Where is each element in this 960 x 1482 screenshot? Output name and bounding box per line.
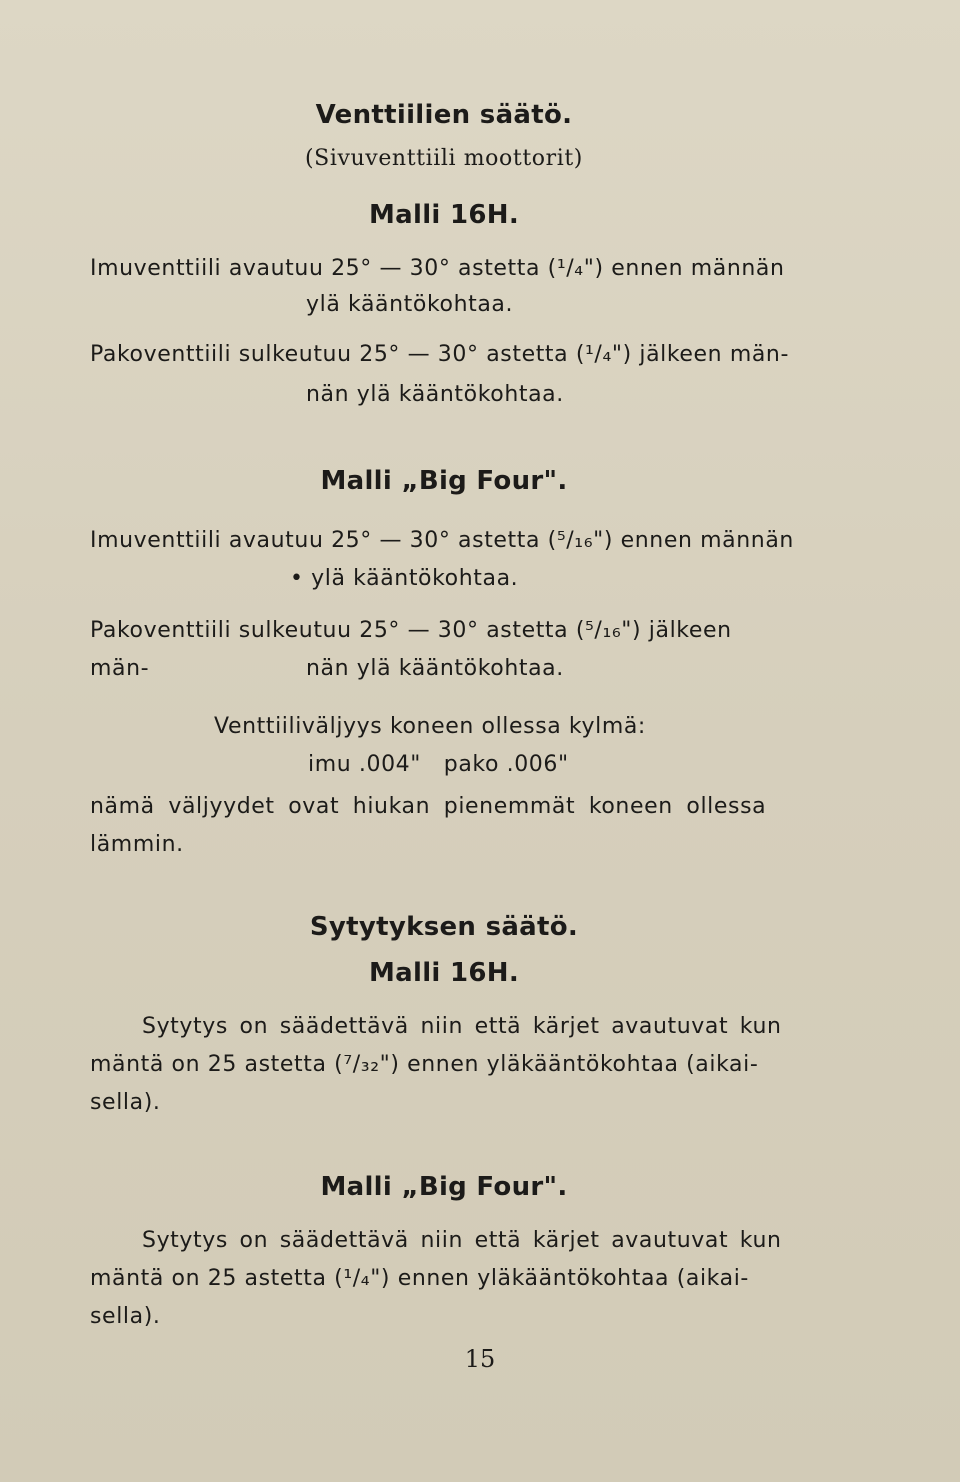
model-heading-16h: Malli 16H. (368, 200, 520, 230)
intake-16h-line1: Imuventtiili avautuu 25° — 30° astetta (¹/₄") ennen männän (90, 256, 785, 281)
ignition-16h-line1: Sytytys on säädettävä niin että kärjet avautuvat kun (142, 1014, 782, 1039)
ignition-16h-line3: sella). (90, 1090, 161, 1115)
exhaust-bigfour-line1: Pakoventtiili sulkeutuu 25° — 30° astetta (⁵/₁₆") jälkeen män- (90, 618, 732, 681)
exhaust-16h-line2: nän ylä kääntökohtaa. (306, 382, 564, 407)
section-title-valves: Venttiilien säätö. (315, 100, 573, 130)
ignition-16h-line2: mäntä on 25 astetta (⁷/₃₂") ennen yläkääntökohtaa (aikai- (90, 1052, 759, 1077)
model-heading-bigfour-ignition: Malli „Big Four". (320, 1172, 568, 1202)
exhaust-16h-line1: Pakoventtiili sulkeutuu 25° — 30° astetta (¹/₄") jälkeen män- (90, 342, 790, 367)
intake-bigfour-line2: • ylä kääntökohtaa. (290, 566, 519, 591)
model-heading-16h-ignition: Malli 16H. (368, 958, 520, 988)
model-heading-bigfour: Malli „Big Four". (320, 466, 568, 496)
ignition-bigfour-line1: Sytytys on säädettävä niin että kärjet avautuvat kun (142, 1228, 782, 1253)
clearance-title: Venttiiliväljyys koneen ollessa kylmä: (214, 714, 646, 739)
page-number: 15 (464, 1345, 496, 1373)
exhaust-bigfour-line2: nän ylä kääntökohtaa. (306, 656, 564, 681)
section-title-ignition: Sytytyksen säätö. (309, 912, 579, 942)
intake-bigfour-line1: Imuventtiili avautuu 25° — 30° astetta (⁵/₁₆") ennen männän (90, 528, 794, 553)
ignition-bigfour-line2: mäntä on 25 astetta (¹/₄") ennen yläkääntökohtaa (aikai- (90, 1266, 749, 1291)
section-subtitle: (Sivuventtiili moottorit) (305, 146, 583, 171)
clearance-values: imu .004" pako .006" (308, 752, 569, 777)
ignition-bigfour-line3: sella). (90, 1304, 161, 1329)
clearance-note-line1: nämä väljyydet ovat hiukan pienemmät koneen ollessa (90, 794, 767, 819)
clearance-note-line2: lämmin. (90, 832, 184, 857)
intake-16h-line2: ylä kääntökohtaa. (306, 292, 514, 317)
